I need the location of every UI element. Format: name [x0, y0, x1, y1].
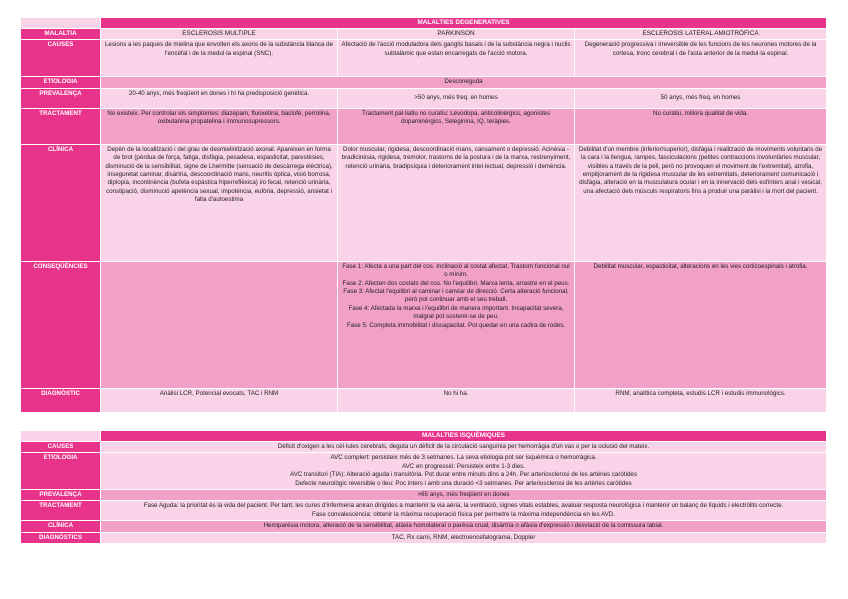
isq-cell-causes: Dèficit d'oxigen a les cèl·lules cerebrals, deguta un dèficit de la circulació sanguínia per hemorràgia d'un vas o per la oclusió del mateix. [101, 442, 827, 453]
row-label-consequencies: CONSEQÜÈNCIES [21, 261, 101, 388]
row-label-etiologia: ETIOLOGIA [21, 77, 101, 88]
col-label-malaltia: MALALTIA [21, 29, 101, 40]
cell-diagnostic-em: Anàlisi LCR, Potencial evocats, TAC i RNM [101, 388, 338, 412]
isq-label-prevalenca: PREVALENÇA [21, 490, 101, 501]
degenerative-title: MALALTIES DEGENERATIVES [101, 18, 827, 29]
row-label-clinica: CLÍNICA [21, 144, 101, 261]
cell-tractament-parkinson: Tractament pal·liatiu no curatiu: Levodopa, anticolinèrgics, agonistes dopaminèrgics, Seleginina, IQ, teràpies. [338, 108, 575, 144]
table-row [21, 40, 827, 77]
cell-diagnostic-parkinson: No hi ha. [338, 388, 575, 412]
table-row [21, 442, 827, 453]
row-label-prevalenca: PREVALENÇA [21, 88, 101, 108]
table-row [21, 532, 827, 543]
isq-label-etiologia: ETIOLOGIA [21, 453, 101, 490]
cell-causes-ela: Degeneració progressiva i irreversible de les funcions de les neurones motores de la cortesa, tronc cerebral i de l'asta anterior de la medul·la espinal. [575, 40, 827, 77]
disease-header-1: ESCLEROSIS MULTIPLE [101, 29, 338, 40]
ischemic-title: MALALTIES ISQUÈMIQUES [101, 431, 827, 442]
table-row [21, 501, 827, 521]
cell-clinica-ela: Debilitat d'un membre (inferior/superior), disfàgia i realització de moviments voluntaris de la cara i la llengua, rampes, fasciculacions (petites contraccions involuntàries muscular, visibles a través de la pell, però no provoquen el moviment de l'extremitat), atrofia, empitjorament de la rigidesa muscular de les extremitats, deteriorament comunicació i disfàgia, alteració en la musculatura ocular i en la innervació dels esfínters anal i vesical, una afectació dels músculs respiratoris fins a produir una paràlisi i la mort del pacient. [575, 144, 827, 261]
table-row [21, 388, 827, 412]
row-label-causes: CAUSES [21, 40, 101, 77]
row-label-diagnostic: DIAGNÒSTIC [21, 388, 101, 412]
cell-causes-parkinson: Afectació de l'acció moduladora dels ganglis basals i de la substància negra i nuclis subtalàmic que estan encarregats de l'acció motora. [338, 40, 575, 77]
isq-label-causes: CAUSES [21, 442, 101, 453]
cell-consequencies-ela: Debilitat muscular, espasticitat, alteracions en les vies corticoespinals i atrofia. [575, 261, 827, 388]
cell-causes-em: Lesions a les paques de mielina que envolten els axons de la substància blanca de l'encèfal i de la medul·la espinal (SNC). [101, 40, 338, 77]
table-row [21, 108, 827, 144]
cell-diagnostic-ela: RNM, analítica completa, estudis LCR i estudis immunològics. [575, 388, 827, 412]
cell-clinica-em: Depèn de la localització i del grau de desmielinització axonal. Apareixen en forma de brot (pèrdua de força, fatiga, disfàgia, pesadesa, espasticitat, parestèsies, disminució de la sensibilitat, signe de Lhermitte (sensació de descàrrega elèctrica), inseguretat caminar, disàrtria, descoordinació mans, neuritis òptica, visió borrosa, diplopia, incontinència (bufeta espàstica hiperreflèxica) i/o fecal, retenció urinària, constipació, disminució apetència sexual, impotència, eufòria, depressió, ansietat i falta d'autoestima [101, 144, 338, 261]
table-row [21, 490, 827, 501]
cell-tractament-em: No existeix. Per controlar els simptomes: diazepam, fluoxetina, baclofè, perrolina, oxibutanina propatelina i immunosupressors. [101, 108, 338, 144]
isq-cell-tractament: Fase Aguda: la prioritat és la vida del pacient. Per tant, les cures d'infermeria aniran dirigides a mantenir la via aèria, la ventilació, signes vitals estables, avaluar resposta neurològica i mantenir un balanç de líquids i electròlits correcte. Fase convalescència: obtenir la màxima recuperació física per permetre la màxima independència en les AVD. [101, 501, 827, 521]
table-row [21, 77, 827, 88]
table-title-row [21, 18, 827, 29]
isq-cell-etiologia: AVC complert: persisteix més de 3 setmanes. La seva etiologia pot ser isquèmica o hemorràgica. AVC en progressió: Persisteix entre 1-3 dies. AVC transitori (TIA): Alteració aguda i transitòria. Pot durar entre minuts dins a 24h. Per arteriosclerosi de les artèries caròtides Defecte neurològic reversible o lleu: Poc inters i amb una duració <3 setmanes. Per arteriosclerosi de les artèries caròtides [101, 453, 827, 490]
ischemic-diseases-table [20, 430, 827, 544]
table-title-row [21, 431, 827, 442]
isq-cell-clinica: Hemiparèsia motora, alteració de la sensibilitat, atàxia homolateral o parèsia crual, disàrtria o afàsia d'expressió i desviació de la comissura labial. [101, 521, 827, 532]
cell-tractament-ela: No curatiu, millora qualitat de vida. [575, 108, 827, 144]
isq-cell-diagnostics: TAC, Rx carni, RNM, electroencefalograma, Doppler [101, 532, 827, 543]
disease-header-3: ESCLEROSIS LATERAL AMIOTRÒFICA [575, 29, 827, 40]
table-row [21, 453, 827, 490]
cell-prevalenca-ela: 50 anys, més freq. en homes [575, 88, 827, 108]
isq-label-clinica: CLÍNICA [21, 521, 101, 532]
cell-etiologia-all: Desconeguda [101, 77, 827, 88]
table-row [21, 261, 827, 388]
table-row [21, 521, 827, 532]
disease-header-2: PARKINSON [338, 29, 575, 40]
degenerative-diseases-table [20, 17, 827, 413]
cell-consequencies-parkinson: Fase 1: Afecta a una part del cos. Inclinació al costat afectat. Trastorn funcional nul o mínim. Fase 2: Afecten dos costats del cos. No l'equilibri. Marxa lenta, arrastre en el peus. Fase 3: Afectat l'equilibri al caminar i canviar de direcció. Certa alteració funcional, però pot continuar amb el seu treball. Fase 4: Afectada la marxa i l'equilibri de manera important. Incapacitat severa, malgrat pot sostenir-se de peu. Fase 5: Completa immobilitat i discapacitat. Pot quedar en una cadira de rodes. [338, 261, 575, 388]
isq-label-tractament: TRACTAMENT [21, 501, 101, 521]
cell-prevalenca-em: 20-40 anys, més freqüent en dones i hi ha predisposició genètica. [101, 88, 338, 108]
isq-cell-prevalenca: >65 anys, més freqüent en dones [101, 490, 827, 501]
isq-label-diagnostics: DIAGNÒSTICS [21, 532, 101, 543]
cell-consequencies-em [101, 261, 338, 388]
cell-clinica-parkinson: Dolor muscular, rigidesa, descoordinació mans, cansament o depressió. Acinèsia - bradicinèsia, rigidesa, tremolor, trastorns de la postura i de la marxa, restrenyiment, retenció urinària, bradipsíquia i deteriorament intel·lectual, depressió i demència. [338, 144, 575, 261]
row-label-tractament: TRACTAMENT [21, 108, 101, 144]
table-row [21, 88, 827, 108]
disease-header-row [21, 29, 827, 40]
table-row [21, 144, 827, 261]
cell-prevalenca-parkinson: >50 anys, més freq. en homes [338, 88, 575, 108]
